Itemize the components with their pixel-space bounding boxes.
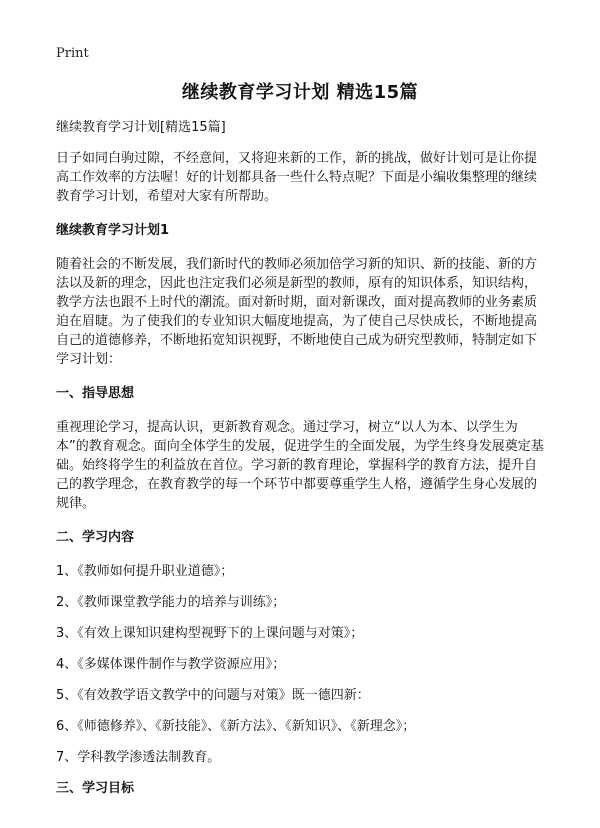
guiding-ideology-paragraph: 重视理论学习，提高认识，更新教育观念。通过学习，树立“以人为本、以学生为本”的教育观念。面向全体学生的发展，促进学生的全面发展，为学生终身发展奠定基础。始终将学生的利益放在首位。学习新的教育理论，掌握科学的教育方法，提升自己的教学理念，在教育教学的每一个环节中都要尊重学生人格，遵循学生身心发展的规律。 xyxy=(56,420,544,511)
study-goals-heading: 三、学习目标 xyxy=(56,781,135,796)
list-item: 4、《多媒体课件制作与教学资源应用》； xyxy=(56,657,286,672)
list-item: 5、《有效教学语文教学中的问题与对策》既一德四新： xyxy=(56,688,370,703)
list-item: 6、《师德修养》、《新技能》、《新方法》、《新知识》、《新理念》； xyxy=(56,719,416,734)
study-content-list xyxy=(56,562,548,768)
list-item: 7、学科教学渗透法制教育。 xyxy=(56,750,221,765)
intro-paragraph: 日子如同白驹过隙，不经意间，又将迎来新的工作，新的挑战，做好计划可是让你提高工作效率的方法喔！好的计划都具备一些什么特点呢？下面是小编收集整理的继续教育学习计划，希望对大家有所帮助。 xyxy=(56,151,538,204)
list-item: 1、《教师如何提升职业道德》； xyxy=(56,564,234,579)
section-1-heading: 继续教育学习计划1 xyxy=(56,223,170,238)
guiding-ideology-heading: 一、指导思想 xyxy=(56,386,135,401)
list-item: 2、《教师课堂教学能力的培养与训练》； xyxy=(56,595,286,610)
print-link[interactable]: Print xyxy=(56,46,89,61)
section-1-paragraph: 随着社会的不断发展，我们新时代的教师必须加倍学习新的知识、新的技能、新的方法以及新的理念，因此也注定我们必须是新型的教师，原有的知识体系，知识结构，教学方法也跟不上时代的潮流。面对新时期，面对新课改，面对提高教师的业务素质迫在眉睫。为了使我们的专业知识大幅度地提高，为了使自己尽快成长，不断地提高自己的道德修养，不断地拓宽知识视野，不断地使自己成为研究型教师，特制定如下学习计划： xyxy=(56,257,538,367)
list-item: 3、《有效上课知识建构型视野下的上课问题与对策》； xyxy=(56,626,364,641)
study-content-heading: 二、学习内容 xyxy=(56,530,135,545)
document-body xyxy=(56,118,548,813)
document-subtitle: 继续教育学习计划[精选15篇] xyxy=(56,120,226,135)
page-title: 继续教育学习计划 精选15篇 xyxy=(181,82,419,103)
